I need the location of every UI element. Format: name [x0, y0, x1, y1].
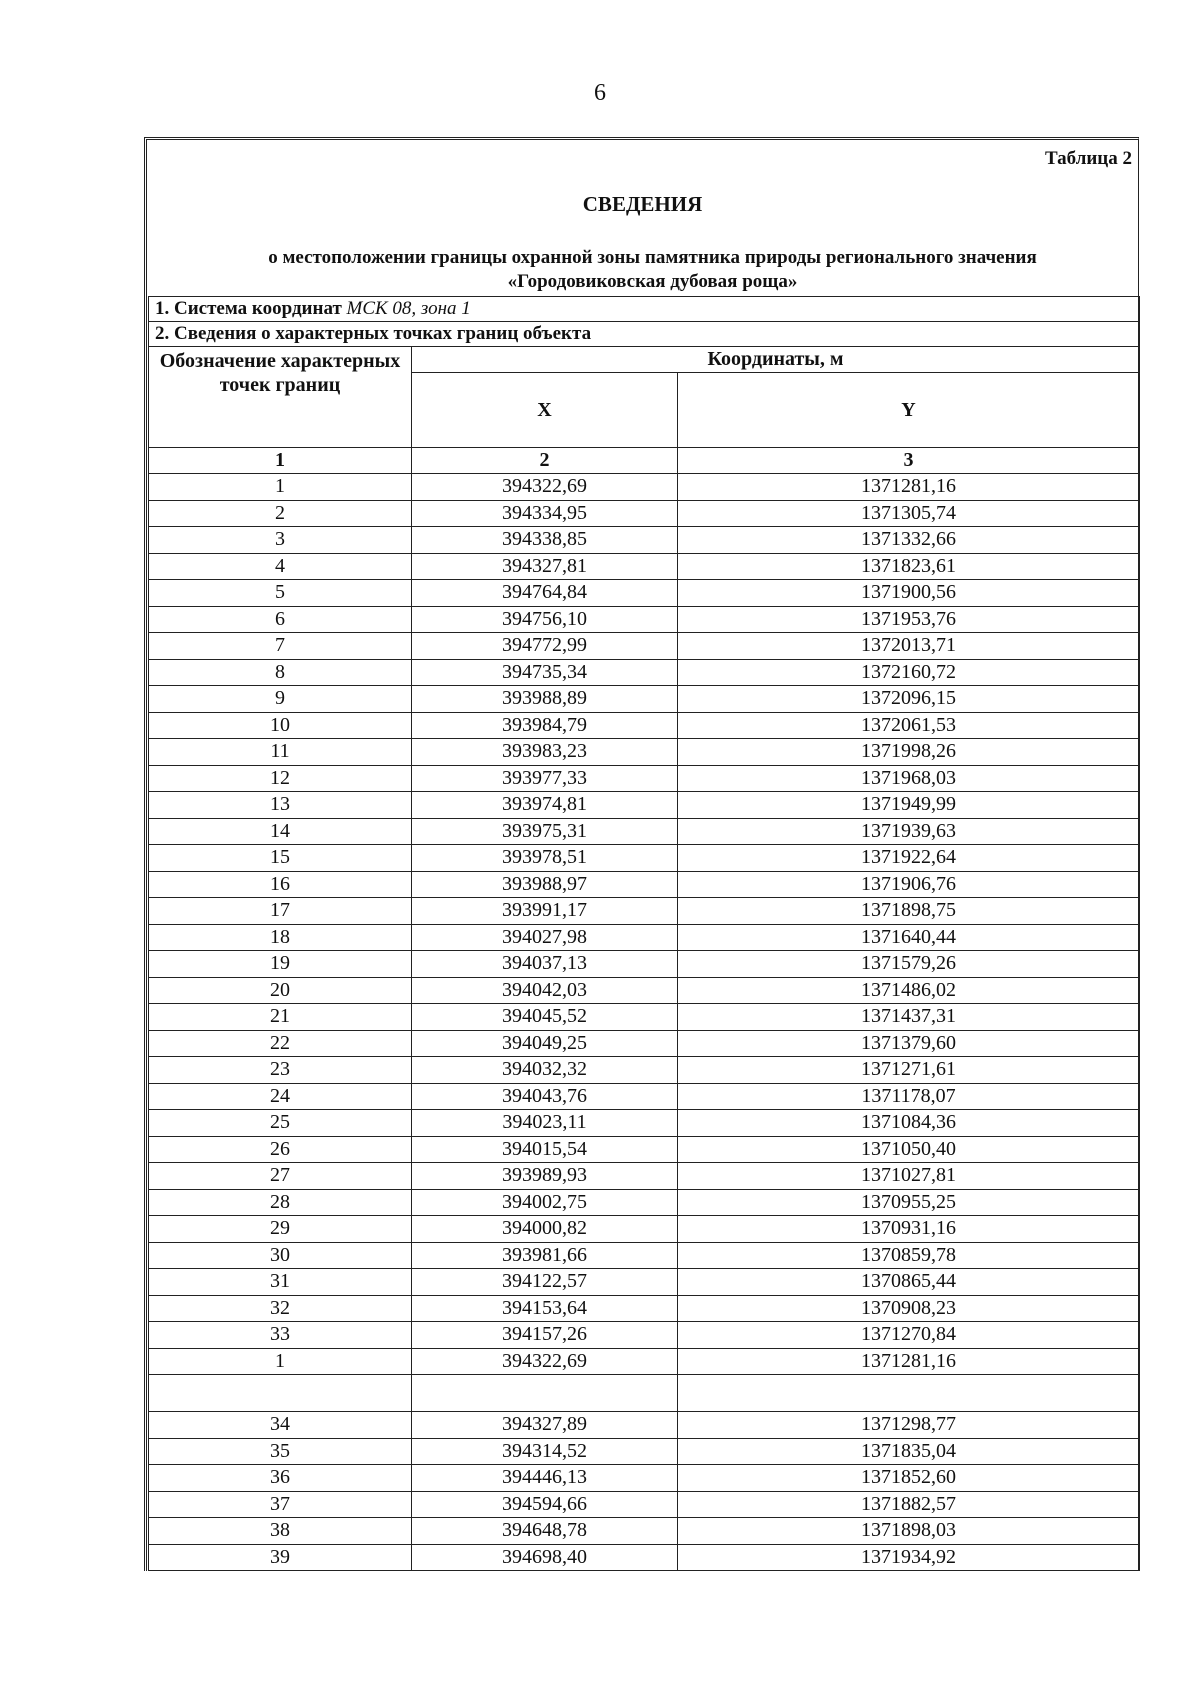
point-number-cell: 36: [149, 1465, 412, 1492]
y-coordinate-cell: 1371852,60: [678, 1465, 1140, 1492]
point-number-cell: 17: [149, 898, 412, 925]
x-coordinate-cell: 394153,64: [412, 1295, 678, 1322]
y-coordinate-cell: 1371906,76: [678, 871, 1140, 898]
column-number-3: 3: [678, 448, 1140, 474]
x-coordinate-cell: 394023,11: [412, 1110, 678, 1137]
column-header-label: Обозначение характерных точек границ: [149, 347, 412, 448]
point-number-cell: 7: [149, 633, 412, 660]
x-coordinate-cell: 394157,26: [412, 1322, 678, 1349]
x-coordinate-cell: 394698,40: [412, 1544, 678, 1571]
x-coordinate-cell: 393981,66: [412, 1242, 678, 1269]
y-coordinate-cell: 1371953,76: [678, 606, 1140, 633]
point-number-cell: 8: [149, 659, 412, 686]
x-coordinate-cell: 393988,97: [412, 871, 678, 898]
table-row: [149, 606, 1140, 633]
point-number-cell: 4: [149, 553, 412, 580]
y-coordinate-cell: 1371271,61: [678, 1057, 1140, 1084]
y-coordinate-cell: 1371050,40: [678, 1136, 1140, 1163]
x-coordinate-cell: 394648,78: [412, 1518, 678, 1545]
coordinates-table: [148, 296, 1140, 1571]
point-number-cell: 2: [149, 500, 412, 527]
x-coordinate-cell: 394334,95: [412, 500, 678, 527]
table-row: [149, 1136, 1140, 1163]
table-row: [149, 1242, 1140, 1269]
y-coordinate-cell: 1371379,60: [678, 1030, 1140, 1057]
point-number-cell: 28: [149, 1189, 412, 1216]
table-row: [149, 1295, 1140, 1322]
column-header-x: X: [412, 373, 678, 448]
table-row: [149, 500, 1140, 527]
y-coordinate-cell: 1372160,72: [678, 659, 1140, 686]
blank-cell: [149, 1375, 412, 1412]
table-row: [149, 1438, 1140, 1465]
y-coordinate-cell: 1371305,74: [678, 500, 1140, 527]
point-number-cell: 34: [149, 1412, 412, 1439]
column-header-coordinates: Координаты, м: [412, 347, 1140, 373]
table-row: [149, 1269, 1140, 1296]
point-number-cell: 37: [149, 1491, 412, 1518]
x-coordinate-cell: 394322,69: [412, 474, 678, 501]
section-1-value: МСК 08, зона 1: [346, 298, 471, 319]
x-coordinate-cell: 394045,52: [412, 1004, 678, 1031]
table-row: [149, 1083, 1140, 1110]
point-number-cell: 13: [149, 792, 412, 819]
table-row: [149, 1412, 1140, 1439]
y-coordinate-cell: 1371084,36: [678, 1110, 1140, 1137]
table-row: [149, 1216, 1140, 1243]
table-row: [149, 1004, 1140, 1031]
y-coordinate-cell: 1371922,64: [678, 845, 1140, 872]
table-row: [149, 977, 1140, 1004]
x-coordinate-cell: 394594,66: [412, 1491, 678, 1518]
point-number-cell: 15: [149, 845, 412, 872]
table-row: [149, 739, 1140, 766]
y-coordinate-cell: 1372013,71: [678, 633, 1140, 660]
x-coordinate-cell: 393984,79: [412, 712, 678, 739]
y-coordinate-cell: 1371298,77: [678, 1412, 1140, 1439]
y-coordinate-cell: 1371270,84: [678, 1322, 1140, 1349]
table-row: [149, 712, 1140, 739]
x-coordinate-cell: 394338,85: [412, 527, 678, 554]
x-coordinate-cell: 393991,17: [412, 898, 678, 925]
point-number-cell: 12: [149, 765, 412, 792]
x-coordinate-cell: 394772,99: [412, 633, 678, 660]
table-row: [149, 1322, 1140, 1349]
document-subtitle: [187, 246, 1118, 294]
y-coordinate-cell: 1371998,26: [678, 739, 1140, 766]
y-coordinate-cell: 1371968,03: [678, 765, 1140, 792]
table-row: [149, 633, 1140, 660]
table-row: [149, 1189, 1140, 1216]
y-coordinate-cell: 1371027,81: [678, 1163, 1140, 1190]
blank-separator-row: [149, 1375, 1140, 1412]
y-coordinate-cell: 1371437,31: [678, 1004, 1140, 1031]
table-row: [149, 553, 1140, 580]
blank-cell: [412, 1375, 678, 1412]
y-coordinate-cell: 1371281,16: [678, 474, 1140, 501]
y-coordinate-cell: 1371332,66: [678, 527, 1140, 554]
table-row: [149, 1110, 1140, 1137]
section-1-label: 1. Система координат: [155, 298, 347, 319]
x-coordinate-cell: 393974,81: [412, 792, 678, 819]
point-number-cell: 18: [149, 924, 412, 951]
y-coordinate-cell: 1371178,07: [678, 1083, 1140, 1110]
table-row: [149, 1030, 1140, 1057]
subtitle-line-2: «Городовиковская дубовая роща»: [507, 271, 798, 292]
point-number-cell: 39: [149, 1544, 412, 1571]
x-coordinate-cell: 393983,23: [412, 739, 678, 766]
x-coordinate-cell: 394327,89: [412, 1412, 678, 1439]
blank-cell: [678, 1375, 1140, 1412]
point-number-cell: 16: [149, 871, 412, 898]
column-number-row: [149, 448, 1140, 474]
point-number-cell: 19: [149, 951, 412, 978]
y-coordinate-cell: 1371281,16: [678, 1348, 1140, 1375]
section-2-label: 2. Сведения о характерных точках границ объекта: [149, 322, 1140, 347]
subtitle-line-1: о местоположении границы охранной зоны памятника природы регионального значения: [268, 247, 1037, 268]
y-coordinate-cell: 1370859,78: [678, 1242, 1140, 1269]
x-coordinate-cell: 394735,34: [412, 659, 678, 686]
point-number-cell: 25: [149, 1110, 412, 1137]
y-coordinate-cell: 1371486,02: [678, 977, 1140, 1004]
point-number-cell: 24: [149, 1083, 412, 1110]
y-coordinate-cell: 1370865,44: [678, 1269, 1140, 1296]
point-number-cell: 11: [149, 739, 412, 766]
table-row: [149, 1163, 1140, 1190]
y-coordinate-cell: 1371949,99: [678, 792, 1140, 819]
x-coordinate-cell: 394049,25: [412, 1030, 678, 1057]
point-number-cell: 27: [149, 1163, 412, 1190]
table-caption: Таблица 2: [1044, 148, 1132, 169]
point-number-cell: 1: [149, 474, 412, 501]
table-row: [149, 792, 1140, 819]
y-coordinate-cell: 1371934,92: [678, 1544, 1140, 1571]
y-coordinate-cell: 1370908,23: [678, 1295, 1140, 1322]
table-row: [149, 659, 1140, 686]
point-number-cell: 29: [149, 1216, 412, 1243]
point-number-cell: 23: [149, 1057, 412, 1084]
column-header-y: Y: [678, 373, 1140, 448]
x-coordinate-cell: 393988,89: [412, 686, 678, 713]
point-number-cell: 5: [149, 580, 412, 607]
x-coordinate-cell: 394756,10: [412, 606, 678, 633]
column-number-2: 2: [412, 448, 678, 474]
y-coordinate-cell: 1372096,15: [678, 686, 1140, 713]
y-coordinate-cell: 1371835,04: [678, 1438, 1140, 1465]
table-row: [149, 1465, 1140, 1492]
table-row: [149, 765, 1140, 792]
y-coordinate-cell: 1371640,44: [678, 924, 1140, 951]
y-coordinate-cell: 1370955,25: [678, 1189, 1140, 1216]
point-number-cell: 32: [149, 1295, 412, 1322]
table-row: [149, 818, 1140, 845]
point-number-cell: 20: [149, 977, 412, 1004]
table-row: [149, 845, 1140, 872]
page-number: 6: [594, 80, 606, 106]
header-row-1: [149, 347, 1140, 373]
x-coordinate-cell: 394314,52: [412, 1438, 678, 1465]
x-coordinate-cell: 394032,32: [412, 1057, 678, 1084]
y-coordinate-cell: 1372061,53: [678, 712, 1140, 739]
section-boundary-points: [149, 322, 1140, 347]
table-row: [149, 474, 1140, 501]
point-number-cell: 9: [149, 686, 412, 713]
x-coordinate-cell: 394764,84: [412, 580, 678, 607]
y-coordinate-cell: 1371939,63: [678, 818, 1140, 845]
table-row: [149, 871, 1140, 898]
x-coordinate-cell: 394042,03: [412, 977, 678, 1004]
point-number-cell: 26: [149, 1136, 412, 1163]
y-coordinate-cell: 1371823,61: [678, 553, 1140, 580]
point-number-cell: 31: [149, 1269, 412, 1296]
y-coordinate-cell: 1371898,03: [678, 1518, 1140, 1545]
x-coordinate-cell: 394327,81: [412, 553, 678, 580]
table-row: [149, 898, 1140, 925]
point-number-cell: 6: [149, 606, 412, 633]
table-row: [149, 1518, 1140, 1545]
point-number-cell: 21: [149, 1004, 412, 1031]
table-row: [149, 924, 1140, 951]
x-coordinate-cell: 393978,51: [412, 845, 678, 872]
table-row: [149, 1491, 1140, 1518]
y-coordinate-cell: 1370931,16: [678, 1216, 1140, 1243]
document-title: СВЕДЕНИЯ: [582, 192, 703, 216]
point-number-cell: 38: [149, 1518, 412, 1545]
table-row: [149, 527, 1140, 554]
x-coordinate-cell: 394027,98: [412, 924, 678, 951]
table-row: [149, 686, 1140, 713]
table-row: [149, 1348, 1140, 1375]
x-coordinate-cell: 394446,13: [412, 1465, 678, 1492]
x-coordinate-cell: 393975,31: [412, 818, 678, 845]
column-number-1: 1: [149, 448, 412, 474]
table-row: [149, 1544, 1140, 1571]
point-number-cell: 30: [149, 1242, 412, 1269]
x-coordinate-cell: 394322,69: [412, 1348, 678, 1375]
point-number-cell: 14: [149, 818, 412, 845]
point-number-cell: 35: [149, 1438, 412, 1465]
y-coordinate-cell: 1371579,26: [678, 951, 1140, 978]
y-coordinate-cell: 1371900,56: [678, 580, 1140, 607]
y-coordinate-cell: 1371882,57: [678, 1491, 1140, 1518]
x-coordinate-cell: 394015,54: [412, 1136, 678, 1163]
y-coordinate-cell: 1371898,75: [678, 898, 1140, 925]
table-row: [149, 1057, 1140, 1084]
x-coordinate-cell: 394043,76: [412, 1083, 678, 1110]
x-coordinate-cell: 394000,82: [412, 1216, 678, 1243]
x-coordinate-cell: 394122,57: [412, 1269, 678, 1296]
table-row: [149, 951, 1140, 978]
section-coordinate-system: [149, 297, 1140, 322]
point-number-cell: 1: [149, 1348, 412, 1375]
point-number-cell: 33: [149, 1322, 412, 1349]
point-number-cell: 22: [149, 1030, 412, 1057]
x-coordinate-cell: 393977,33: [412, 765, 678, 792]
x-coordinate-cell: 394037,13: [412, 951, 678, 978]
table-row: [149, 580, 1140, 607]
point-number-cell: 10: [149, 712, 412, 739]
x-coordinate-cell: 393989,93: [412, 1163, 678, 1190]
x-coordinate-cell: 394002,75: [412, 1189, 678, 1216]
point-number-cell: 3: [149, 527, 412, 554]
